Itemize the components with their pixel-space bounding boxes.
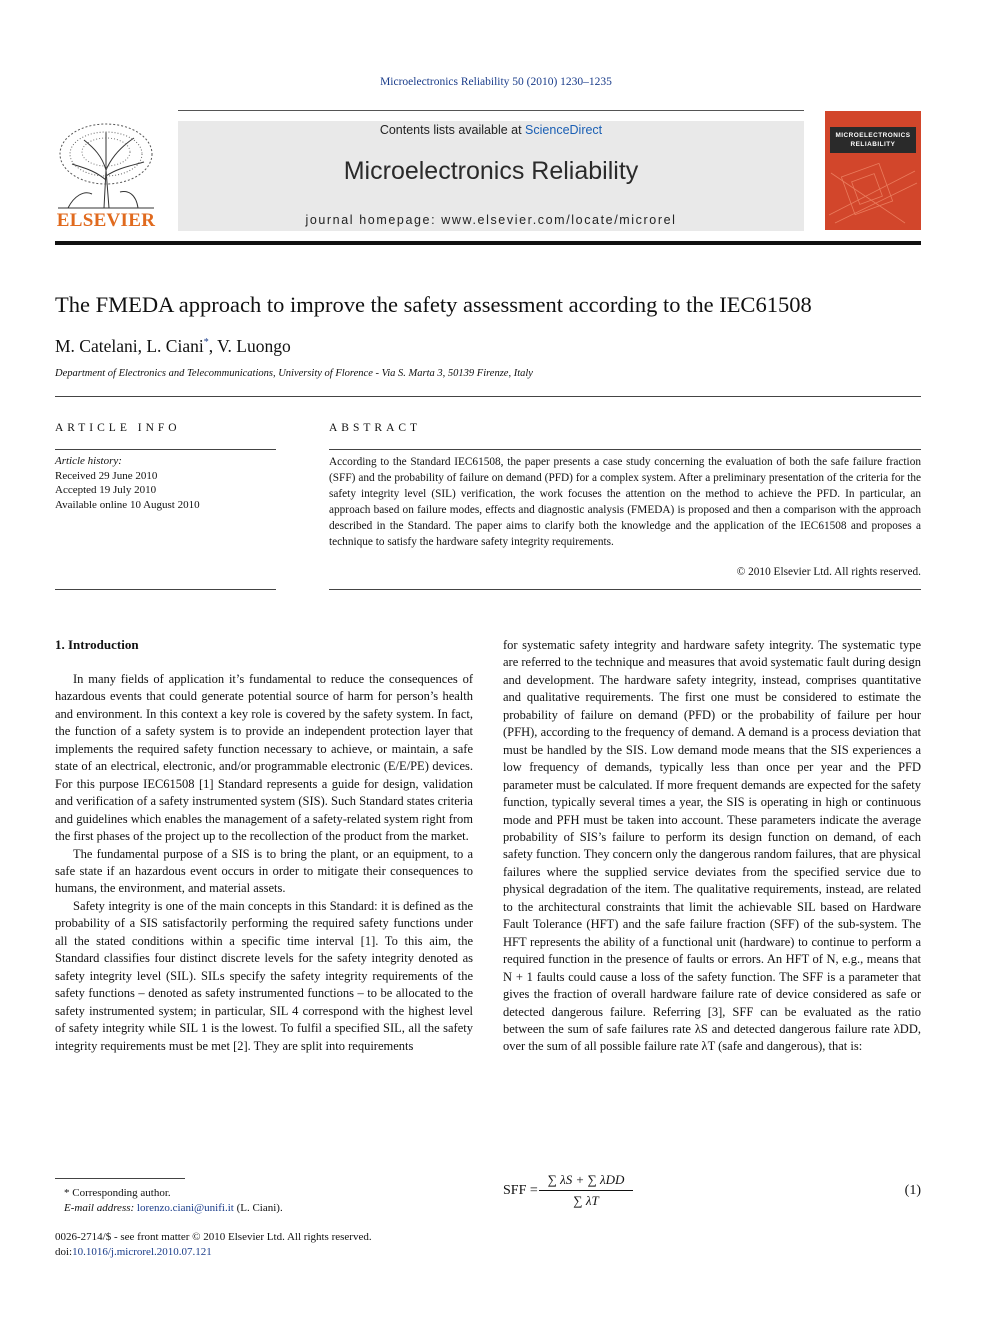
equation-fraction	[539, 1172, 633, 1209]
equation-numerator: ∑ λS + ∑ λDD	[547, 1172, 625, 1187]
abstract-copyright: © 2010 Elsevier Ltd. All rights reserved.	[736, 566, 921, 578]
journal-homepage[interactable]: journal homepage: www.elsevier.com/locate/microrel	[305, 213, 677, 227]
circuit-board-icon	[825, 111, 921, 230]
authors-part-1: M. Catelani, L. Ciani	[55, 336, 204, 356]
cover-title-line-2: RELIABILITY	[850, 141, 896, 148]
contents-line	[178, 123, 804, 137]
fraction-bar	[539, 1190, 633, 1191]
author-email-link[interactable]: lorenzo.ciani@unifi.it	[136, 1201, 234, 1214]
author-list	[55, 336, 291, 357]
article-info-bottom-rule	[55, 589, 276, 590]
footnote-corresponding-author: * Corresponding author.	[64, 1187, 171, 1199]
elsevier-wordmark: ELSEVIER	[56, 210, 156, 231]
doi-link[interactable]: 10.1016/j.microrel.2010.07.121	[72, 1245, 212, 1258]
authors-part-2: , V. Luongo	[208, 336, 291, 356]
affiliation-rule	[55, 396, 921, 397]
footnote-email	[64, 1201, 474, 1216]
equation-number: (1)	[904, 1183, 921, 1198]
tree-icon	[54, 120, 158, 210]
email-label: E-mail address:	[64, 1201, 137, 1214]
elsevier-logo[interactable]	[54, 120, 158, 232]
intro-paragraph-1: In many fields of application it’s fundamental to reduce the consequences of hazardous events that could generate potential source of harm for person’s health and environment. In this context a key role is covered by the safety system. In fact, the function of a safety system is to provide an independent protection layer that implements the required safety function necessary to achieve, or maintain, a safe state of an electrical, electronic, and/or programmable electronic (E/E/PE) devices. For this purpose IEC61508 [1] Standard represents a guide for design, validation and verification of a safety instrumented system (SIS). Such Standard states criteria and guidelines which enables the management of a safety-related system right from the first phases of the project up to the recollection of the product from the market.	[55, 672, 473, 844]
equation-lhs: SFF =	[503, 1183, 538, 1198]
article-info-rule	[55, 449, 276, 450]
abstract-text: According to the Standard IEC61508, the paper presents a case study concerning the evaluation of both the safe failure fraction (SFF) and the probability of failure on demand (PFD) for a complex system. After a preliminary presentation of the criteria for the safety integrity level (SIL) verification, the work focuses the attention on the method to achieve the PFD. In particular, an approach based on failure modes, effects and diagnostic analysis (FMEDA) is proposed and then a comparison with the approach described in the Standard. The paper aims to clarify both the knowledge and the application of the IEC61508 and proposes a technique to satisfy the hardware safety integrity requirements.	[329, 456, 921, 548]
doi-line	[55, 1245, 485, 1260]
contents-prefix: Contents lists available at	[379, 123, 526, 137]
email-suffix: (L. Ciani).	[233, 1201, 283, 1214]
footnote-block	[64, 1186, 474, 1215]
corresponding-author-mark[interactable]: *	[203, 337, 209, 349]
right-column-paragraph: for systematic safety integrity and hardware safety integrity. The systematic type are referred to the technique and measures that avoid systematic fault during design and development. The hardware safety integrity, instead, comprises quantitative and qualitative requirements. The first one must be considered to estimate the probability of failure on demand (PFD) or the probability of failure per hour (PFH), according to the frequency of demand. A demand is a process deviation that must be handled by the SIS. Low demand mode means that the SIS experiences a low frequency of demands, typically less than once per year and the PFD parameter must be calculated. If more frequent demands are expected for the safety function, typically several times a year, the SIS is operating in high or continuous mode and PFH must be taken into account. These parameters indicate the average probability of SIS’s failure to perform its design function on demand, of each safety function. They concern only the dangerous random failures, that are physical failures where the supplied service deviates from the specified service due to physical degradation of the item. The qualitative requirements, instead, are related to the architectural constraints that limit the achievable SIL based on Hardware Fault Tolerance (HFT) and the safe failure fraction (SFF) of the sub-system. The HFT represents the ability of a functional unit (hardware) to continue to perform a required function in the presence of faults or errors. An HFT of N, e.g., means that N + 1 faults could cause a loss of the safety function. The SFF is a parameter that gives the fraction of overall hardware failure rate of device considered as safe or detected dangerous failure. Referring [3], SFF can be evaluated as the ratio between the sum of safe failures rate λS and detected dangerous failure rate λDD, over the sum of all possible failure rate λT (safe and dangerous), that is:	[503, 638, 921, 1054]
journal-title: Microelectronics Reliability	[343, 157, 639, 185]
author-affiliation: Department of Electronics and Telecommunications, University of Florence - Via S. Marta 3, 50139 Firenze, Italy	[55, 368, 533, 379]
section-heading-introduction: 1. Introduction	[55, 637, 139, 652]
online-date: Available online 10 August 2010	[55, 498, 200, 511]
article-title: The FMEDA approach to improve the safety assessment according to the IEC61508	[55, 292, 812, 317]
accepted-date: Accepted 19 July 2010	[55, 484, 157, 496]
body-column-left	[55, 671, 473, 1055]
intro-paragraph-3: Safety integrity is one of the main concepts in this Standard: it is defined as the probability of a SIS satisfactorily performing the required safety functions under all the stated conditions within a specific time interval [1]. To this aim, the Standard classifies four distinct discrete levels for the safety integrity denoted as safety integrity level (SIL). SILs specify the safety integrity requirements of the safety functions – denoted as safety instrumented functions – to be allocated to the safety instrumented system; in particular, SIL 4 correspond with the highest level of safety integrity while SIL 1 is the lowest. To fulfil a specified SIL, all the safety integrity requirements must be met [2]. They are split into requirements	[55, 898, 473, 1053]
body-column-right	[503, 637, 921, 1056]
header-thick-rule	[55, 241, 921, 245]
received-date: Received 29 June 2010	[55, 469, 158, 482]
cover-title-line-1: MICROELECTRONICS	[835, 132, 911, 139]
sciencedirect-link[interactable]: ScienceDirect	[525, 123, 603, 137]
article-info-heading: ARTICLE INFO	[55, 422, 181, 434]
intro-paragraph-2: The fundamental purpose of a SIS is to bring the plant, or an equipment, to a safe state if an hazardous event occurs in order to mitigate their consequences to humans, the environment, and material assets.	[55, 846, 473, 896]
equation-denominator: ∑ λT	[573, 1193, 599, 1208]
issn-line: 0026-2714/$ - see front matter © 2010 Elsevier Ltd. All rights reserved.	[55, 1231, 372, 1243]
journal-masthead	[178, 121, 804, 231]
equation-1	[503, 1172, 921, 1216]
article-history	[55, 454, 276, 512]
doi-label: doi:	[55, 1245, 73, 1258]
journal-cover-thumbnail[interactable]	[825, 111, 921, 230]
header-rule	[178, 110, 804, 111]
front-matter-block	[55, 1230, 485, 1259]
footnote-rule	[55, 1178, 185, 1179]
abstract-rule	[329, 449, 921, 450]
abstract-heading: ABSTRACT	[329, 422, 422, 434]
history-label: Article history:	[55, 455, 122, 467]
journal-citation[interactable]: Microelectronics Reliability 50 (2010) 1230–1235	[380, 76, 612, 88]
abstract-bottom-rule	[329, 589, 921, 590]
